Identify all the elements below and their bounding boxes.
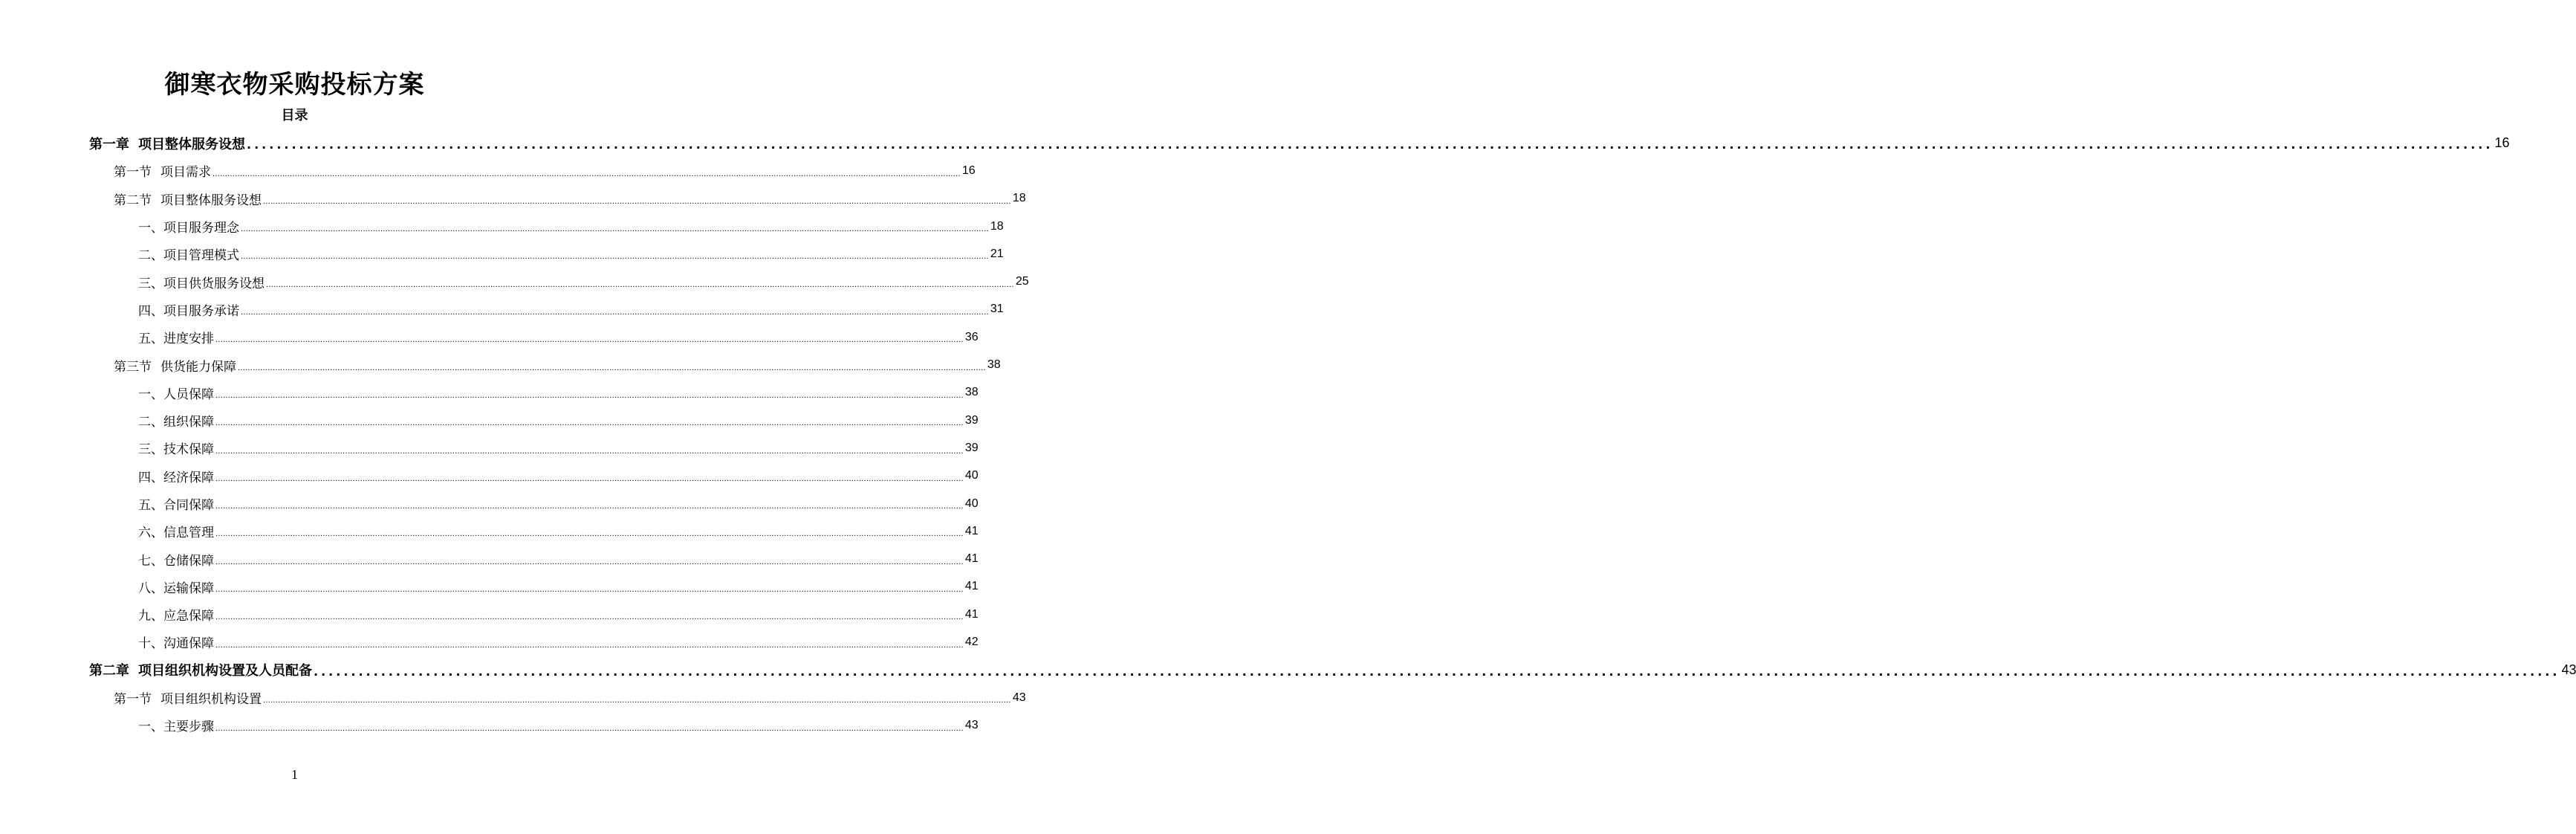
toc-entry-text: 项目组织机构设置	[160, 692, 262, 708]
toc-dot-leader: ............................................................................................................................................................................................................................................................................................................	[215, 473, 964, 483]
toc-entry-label	[114, 688, 262, 707]
toc-entry-page: 38	[987, 358, 1001, 372]
toc-entry-label	[138, 384, 214, 402]
toc-entry-label	[114, 356, 236, 375]
toc-entry-page: 38	[964, 386, 979, 399]
toc-subsection-entry[interactable]	[0, 407, 979, 434]
toc-entry-label	[138, 439, 214, 457]
toc-dot-leader: ............................................................................................................................................................................................................................................................................................................	[215, 529, 964, 539]
toc-entry-page: 39	[964, 413, 979, 427]
toc-dot-leader: ............................................................................................................................................................................................................................................................................................................	[215, 418, 964, 428]
toc-entry-label	[138, 300, 239, 319]
toc-dot-leader: ............................................................................................................................................................................................................................................................................................................	[215, 335, 964, 345]
toc-section-entry[interactable]	[0, 185, 1026, 213]
toc-entry-text: 信息管理	[163, 526, 214, 541]
toc-entry-page: 36	[964, 330, 979, 343]
toc-subsection-entry[interactable]	[0, 240, 1004, 268]
toc-entry-number: 第一节	[114, 692, 152, 708]
toc-dot-leader: ............................................................................................................................................................................................................................................................................................................	[215, 723, 964, 733]
toc-entry-number: 第二节	[114, 193, 152, 208]
toc-dot-leader: ............................................................................................................................................................................................................................................................................................................	[266, 279, 1014, 289]
toc-dot-leader: ............................................................................................................................................................................................................................................................................................................	[215, 502, 964, 511]
toc-subsection-entry[interactable]	[0, 601, 979, 628]
toc-section-entry[interactable]	[0, 351, 1001, 378]
toc-entry-number: 三、	[138, 442, 163, 458]
toc-entry-page: 41	[964, 524, 979, 537]
toc-entry-number: 四、	[138, 303, 163, 319]
toc-dot-leader: ............................................................................................................................................................................................................................................................................................................	[215, 612, 964, 622]
toc-entry-label	[114, 190, 262, 208]
toc-heading: 目录	[281, 108, 308, 123]
toc-entry-text: 项目服务承诺	[163, 303, 239, 319]
toc-entry-text: 进度安排	[163, 332, 214, 347]
toc-entry-text: 项目需求	[160, 165, 211, 181]
toc-entry-label	[138, 273, 265, 291]
toc-dot-leader: ............................................................................................................................................................................................................................................................................................................	[215, 390, 964, 400]
toc-dot-leader: ............................................................................................................................................................................................................................................................................................................	[215, 446, 964, 456]
toc-entry-page: 16	[961, 164, 976, 177]
toc-dot-leader: ............................................................................................................................................................................................................................................................................................................	[263, 696, 1011, 705]
toc-entry-text: 应急保障	[163, 609, 214, 624]
toc-entry-page: 25	[1015, 275, 1029, 288]
toc-entry-text: 组织保障	[163, 415, 214, 430]
page-number: 1	[291, 767, 298, 782]
toc-entry-label	[138, 716, 214, 734]
toc-entry-page: 43	[2561, 662, 2576, 677]
toc-entry-text: 沟通保障	[163, 636, 214, 652]
toc-dot-leader: ............................................................................................................................................................................................................................................................................................................	[215, 585, 964, 595]
toc-entry-page: 16	[2494, 135, 2510, 151]
toc-entry-text: 运输保障	[163, 581, 214, 596]
toc-entry-number: 第一章	[89, 136, 129, 152]
toc-entry-number: 七、	[138, 553, 163, 569]
toc-entry-page: 21	[990, 247, 1004, 260]
table-of-contents	[0, 129, 2576, 740]
toc-entry-label	[89, 660, 312, 679]
toc-subsection-entry[interactable]	[0, 628, 979, 656]
toc-dot-leader: ............................................................................................................................................................................................................................................................................................................	[241, 308, 989, 317]
toc-entry-text: 项目供货服务设想	[163, 276, 265, 291]
toc-entry-number: 一、	[138, 387, 163, 402]
toc-subsection-entry[interactable]	[0, 434, 979, 462]
toc-subsection-entry[interactable]	[0, 462, 979, 490]
toc-entry-number: 第三节	[114, 359, 152, 375]
toc-entry-text: 项目管理模式	[163, 248, 239, 264]
toc-entry-label	[138, 578, 214, 596]
toc-entry-page: 41	[964, 607, 979, 621]
toc-entry-label	[138, 633, 214, 651]
toc-entry-label	[138, 217, 239, 236]
toc-entry-text: 仓储保障	[163, 553, 214, 569]
toc-subsection-entry[interactable]	[0, 213, 1004, 240]
toc-entry-page: 43	[1012, 691, 1026, 704]
toc-subsection-entry[interactable]	[0, 296, 1004, 323]
toc-entry-label	[138, 605, 214, 624]
toc-entry-page: 31	[990, 303, 1004, 316]
toc-subsection-entry[interactable]	[0, 517, 979, 545]
toc-subsection-entry[interactable]	[0, 490, 979, 517]
toc-entry-number: 二、	[138, 415, 163, 430]
toc-section-entry[interactable]	[0, 157, 976, 184]
toc-dot-leader: ............................................................................................................................................................................................................................................................................................................	[247, 138, 2494, 152]
toc-entry-page: 18	[990, 219, 1004, 233]
toc-entry-page: 41	[964, 580, 979, 593]
toc-entry-label	[138, 245, 239, 263]
toc-subsection-entry[interactable]	[0, 711, 979, 739]
toc-entry-page: 40	[964, 469, 979, 482]
toc-entry-label	[114, 161, 211, 180]
toc-subsection-entry[interactable]	[0, 573, 979, 601]
toc-entry-page: 39	[964, 441, 979, 454]
toc-entry-number: 五、	[138, 498, 163, 513]
toc-entry-number: 三、	[138, 276, 163, 291]
toc-entry-text: 项目整体服务设想	[138, 136, 245, 152]
toc-entry-label	[138, 467, 214, 485]
toc-chapter-entry[interactable]	[0, 656, 2576, 684]
toc-entry-page: 18	[1012, 192, 1026, 205]
toc-subsection-entry[interactable]	[0, 323, 979, 351]
toc-dot-leader: ............................................................................................................................................................................................................................................................................................................	[263, 196, 1011, 206]
toc-entry-text: 人员保障	[163, 387, 214, 402]
toc-entry-number: 第二章	[89, 663, 129, 679]
toc-entry-number: 八、	[138, 581, 163, 596]
toc-entry-number: 第一节	[114, 165, 152, 181]
toc-dot-leader: ............................................................................................................................................................................................................................................................................................................	[314, 664, 2560, 679]
toc-entry-text: 合同保障	[163, 498, 214, 513]
toc-entry-page: 40	[964, 497, 979, 510]
toc-entry-number: 五、	[138, 332, 163, 347]
toc-entry-number: 一、	[138, 720, 163, 735]
toc-entry-number: 十、	[138, 636, 163, 652]
toc-entry-label	[89, 134, 245, 153]
toc-entry-page: 43	[964, 718, 979, 731]
toc-entry-label	[138, 522, 214, 540]
toc-entry-number: 九、	[138, 609, 163, 624]
toc-entry-text: 项目服务理念	[163, 221, 239, 236]
toc-dot-leader: ............................................................................................................................................................................................................................................................................................................	[215, 640, 964, 650]
toc-entry-text: 经济保障	[163, 470, 214, 485]
toc-entry-number: 六、	[138, 526, 163, 541]
toc-subsection-entry[interactable]	[0, 545, 979, 572]
toc-dot-leader: ............................................................................................................................................................................................................................................................................................................	[241, 224, 989, 234]
toc-entry-number: 一、	[138, 221, 163, 236]
toc-entry-number: 二、	[138, 248, 163, 264]
toc-section-entry[interactable]	[0, 684, 1026, 711]
toc-entry-text: 项目整体服务设想	[160, 193, 262, 208]
toc-dot-leader: ............................................................................................................................................................................................................................................................................................................	[215, 557, 964, 566]
toc-dot-leader: ............................................................................................................................................................................................................................................................................................................	[238, 363, 986, 372]
toc-entry-number: 四、	[138, 470, 163, 485]
toc-entry-label	[138, 494, 214, 513]
toc-entry-label	[138, 550, 214, 569]
toc-entry-text: 项目组织机构设置及人员配备	[138, 663, 312, 679]
toc-dot-leader: ............................................................................................................................................................................................................................................................................................................	[241, 252, 989, 262]
toc-entry-label	[138, 411, 214, 430]
toc-dot-leader: ............................................................................................................................................................................................................................................................................................................	[212, 169, 961, 178]
toc-chapter-entry[interactable]	[0, 129, 2510, 157]
document-title: 御寒衣物采购投标方案	[164, 70, 425, 100]
toc-entry-text: 技术保障	[163, 442, 214, 458]
toc-entry-page: 42	[964, 635, 979, 648]
toc-entry-label	[138, 328, 214, 346]
toc-entry-text: 主要步骤	[163, 720, 214, 735]
toc-entry-text: 供货能力保障	[160, 359, 236, 375]
toc-entry-page: 41	[964, 552, 979, 566]
toc-subsection-entry[interactable]	[0, 379, 979, 407]
toc-subsection-entry[interactable]	[0, 268, 1029, 295]
